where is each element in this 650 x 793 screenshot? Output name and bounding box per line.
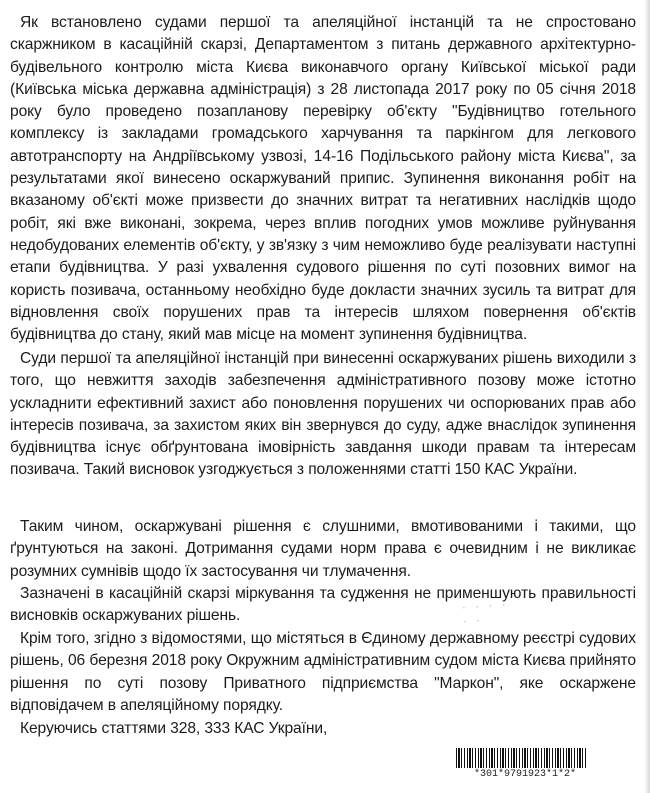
paragraph-cassation-arguments: Зазначені в касаційній скарзі міркування та судження не применшують правильності висновків оскаржуваних рішень.: [10, 585, 636, 625]
paragraph-conclusion: Таким чином, оскаржувані рішення є слушними, вмотивованими і такими, що ґрунтуються на законі. Дотримання судами норм права є очевидним і не викликає розумних сумнівів щодо їх застосування чи тлумачення.: [10, 518, 636, 580]
barcode-number: *301*9791923*1*2*: [473, 769, 577, 780]
barcode-icon: [456, 748, 588, 768]
faint-stamp-mark: · · · · · ·: [461, 596, 510, 629]
page-edge-shadow: [644, 0, 650, 793]
paragraph-guided-by: Керуючись статтями 328, 333 КАС України,: [20, 720, 328, 737]
paragraph-courts-reasoning: Суди першої та апеляційної інстанцій при винесенні оскаржуваних рішень виходили з того, що невжиття заходів забезпечення адміністративного позову може істотно ускладнити ефективний захист або поновлення порушених чи оспорюваних прав або інтересів позивача, за захистом яких він звернувся до суду, адже внаслідок зупинення будівництва існує обґрунтована імовірність завдання шкоди правам та інтересам позивача. Такий висновок узгоджується з положеннями статті 150 КАС України.: [10, 350, 636, 479]
paragraph-registry-info: Крім того, згідно з відомостями, що містяться в Єдиному державному реєстрі судових рішень, 06 березня 2018 року Окружним адміністративним судом міста Києва прийнято рішення по суті позову Приватного підприємства "Маркон", яке оскаржене відповідачем в апеляційному порядку.: [10, 630, 636, 714]
paragraph-inspection-findings: Як встановлено судами першої та апеляційної інстанцій та не спростовано скаржником в касаційній скарзі, Департаментом з питань державного архітектурно-будівельного контролю міста Києва виконавчого органу Київської міської ради (Київська міська державна адміністрація) з 28 листопада 2017 року по 05 січня 2018 року було проведено позапланову перевірку об'єкту "Будівництво готельного комплексу із закладами громадського харчування та паркінгом для легкового автотранспорту на Андріївському узвозі, 14-16 Подільського району міста Києва", за результатами якої винесено оскаржуваний припис. Зупинення виконання робіт на вказаному об'єкті може призвести до значних витрат та негативних наслідків щодо робіт, які вже виконані, зокрема, через вплив погодних умов можливе руйнування недобудованих елементів об'єкту, у зв'язку з чим неможливо буде реалізувати наступні етапи будівництва. У разі ухвалення судового рішення по суті позовних вимог на користь позивача, останньому необхідно буде докласти значних зусиль та витрат для відновлення своїх порушених прав та інтересів шляхом повернення об'єктів будівництва до стану, який мав місце на момент зупинення будівництва.: [10, 14, 636, 344]
